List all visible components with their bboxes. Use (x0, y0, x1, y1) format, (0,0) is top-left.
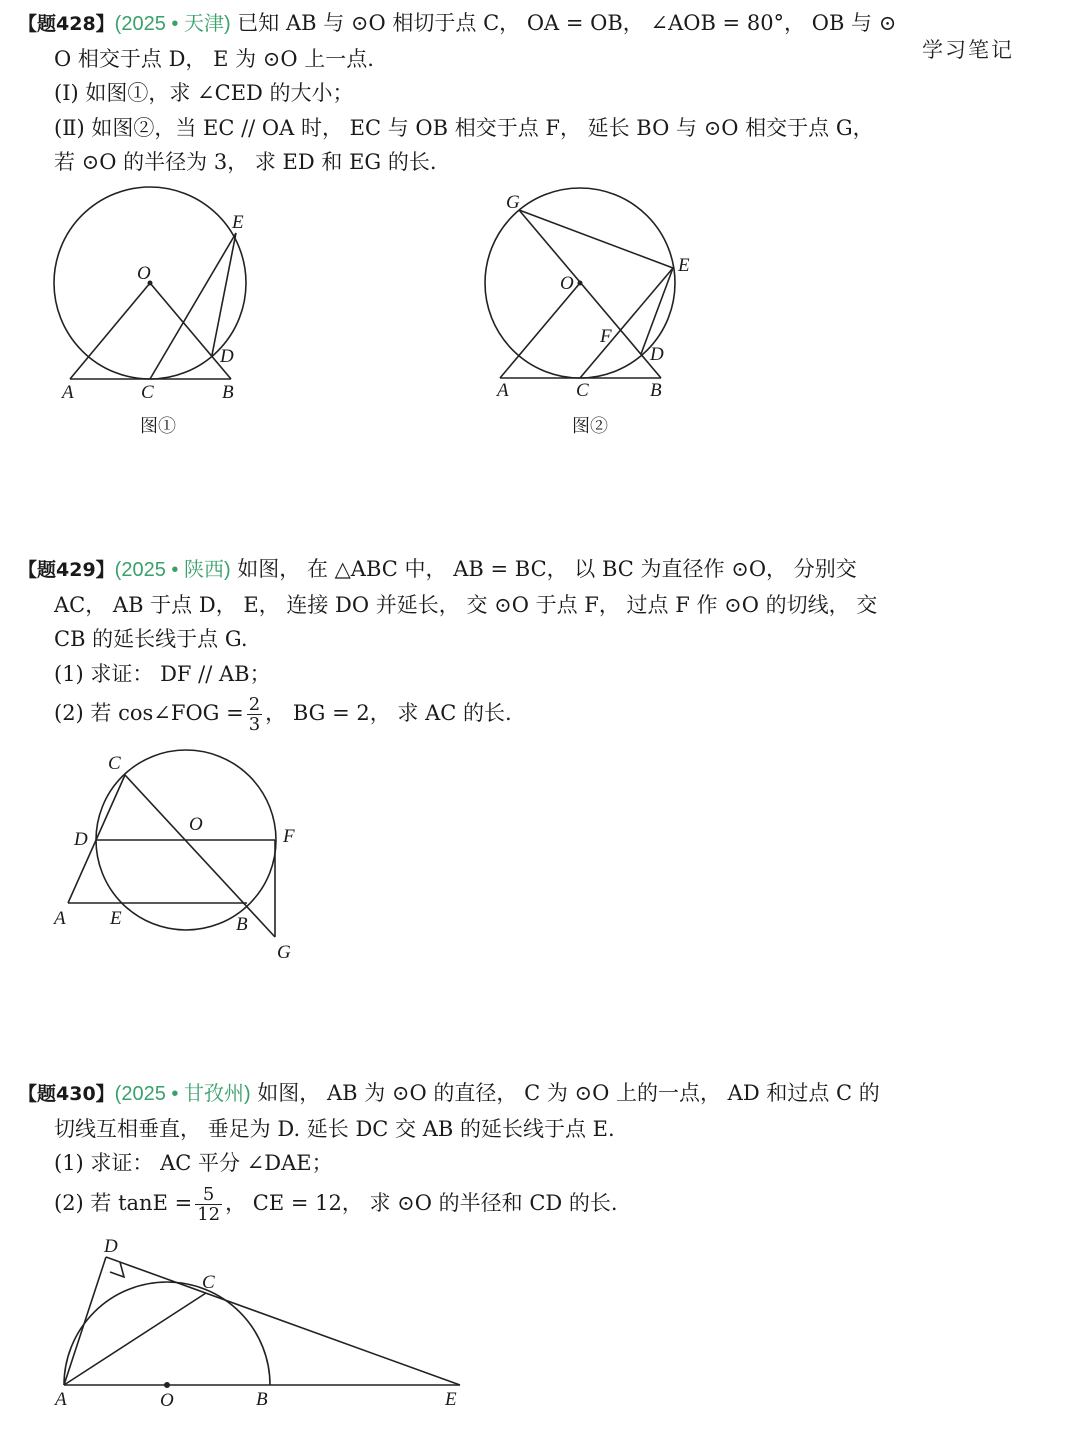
problem-text-line: 如图， AB 为 ⊙O 的直径， C 为 ⊙O 上的一点， AD 和过点 C 的 (257, 1081, 880, 1105)
question-text: (2) 若 cos∠FOG = (54, 701, 244, 725)
problem-question-1: (1) 求证： AC 平分 ∠DAE； (54, 1151, 333, 1175)
label-a: A (54, 908, 66, 929)
fraction-numerator: 2 (248, 694, 261, 715)
segment-ac (64, 1293, 206, 1385)
question-text: (2) 若 tanE = (54, 1190, 193, 1215)
problem-question-1: (1) 求证： DF // AB； (54, 661, 271, 686)
label-c: C (576, 380, 589, 401)
figure-caption: 图② (572, 416, 608, 437)
label-a: A (497, 380, 509, 401)
label-o: O (137, 263, 151, 284)
label-a: A (62, 382, 74, 403)
label-o: O (560, 273, 574, 294)
problem-text-line: 若 ⊙O 的半径为 3， 求 ED 和 EG 的长. (54, 150, 437, 174)
problem-source: (2025 • 甘孜州) (114, 1083, 251, 1105)
problem-tag: 【题430】 (18, 1083, 115, 1105)
label-c: C (108, 753, 121, 774)
problem-text-line: 已知 AB 与 ⊙O 相切于点 C， OA = OB， ∠AOB = 80°， OB 与 ⊙ (237, 11, 897, 35)
right-angle-mark (110, 1262, 124, 1277)
label-d: D (74, 829, 88, 850)
problem-text-line: O 相交于点 D， E 为 ⊙O 上一点. (54, 46, 374, 71)
center-dot (164, 1382, 170, 1388)
label-a: A (55, 1389, 67, 1410)
fraction-denominator: 12 (197, 1203, 221, 1225)
label-f: F (600, 326, 612, 347)
label-g: G (277, 942, 291, 963)
label-c: C (202, 1272, 215, 1293)
problem-text-line: AC， AB 于点 D， E， 连接 DO 并延长， 交 ⊙O 于点 F， 过点 F 作 ⊙O 的切线， 交 (54, 592, 878, 617)
problem-question-2: (Ⅱ) 如图②，当 EC // OA 时， EC 与 OB 相交于点 F， 延长 BO 与 ⊙O 相交于点 G， (54, 115, 874, 140)
problem-tag: 【题429】 (18, 559, 115, 581)
label-f: F (283, 826, 295, 847)
problem-text-line: 切线互相垂直， 垂足为 D. 延长 DC 交 AB 的延长线于点 E. (54, 1116, 615, 1141)
problem-text-line: 如图， 在 △ABC 中， AB = BC， 以 BC 为直径作 ⊙O， 分别交 (237, 557, 857, 581)
label-e: E (110, 908, 122, 929)
label-o: O (160, 1390, 174, 1411)
label-b: B (256, 1389, 268, 1410)
label-b: B (222, 382, 234, 403)
label-e: E (445, 1389, 457, 1410)
segment-ad (64, 1257, 106, 1385)
label-b: B (236, 914, 248, 935)
segment-de (106, 1257, 460, 1385)
problem-source: (2025 • 天津) (114, 13, 231, 35)
label-d: D (104, 1236, 118, 1257)
label-o: O (189, 814, 203, 835)
study-notes-label: 学习笔记 (922, 38, 1014, 62)
problem-tag: 【题428】 (18, 13, 115, 35)
question-text: ， CE = 12， 求 ⊙O 的半径和 CD 的长. (225, 1190, 618, 1215)
label-d: D (650, 344, 664, 365)
problem-text-line: CB 的延长线于点 G. (54, 627, 248, 651)
semicircle-o (64, 1282, 270, 1385)
label-g: G (506, 192, 520, 213)
label-b: B (650, 380, 662, 401)
label-d: D (220, 346, 234, 367)
label-e: E (678, 255, 690, 276)
problem-source: (2025 • 陕西) (114, 559, 231, 581)
question-text: ， BG = 2， 求 AC 的长. (265, 701, 512, 725)
fraction-numerator: 5 (195, 1185, 222, 1205)
figure-caption: 图① (140, 416, 176, 437)
fraction-denominator: 3 (248, 714, 261, 735)
label-e: E (232, 212, 244, 233)
problem-question-1: (Ⅰ) 如图①，求 ∠CED 的大小； (54, 81, 354, 105)
label-c: C (141, 382, 154, 403)
